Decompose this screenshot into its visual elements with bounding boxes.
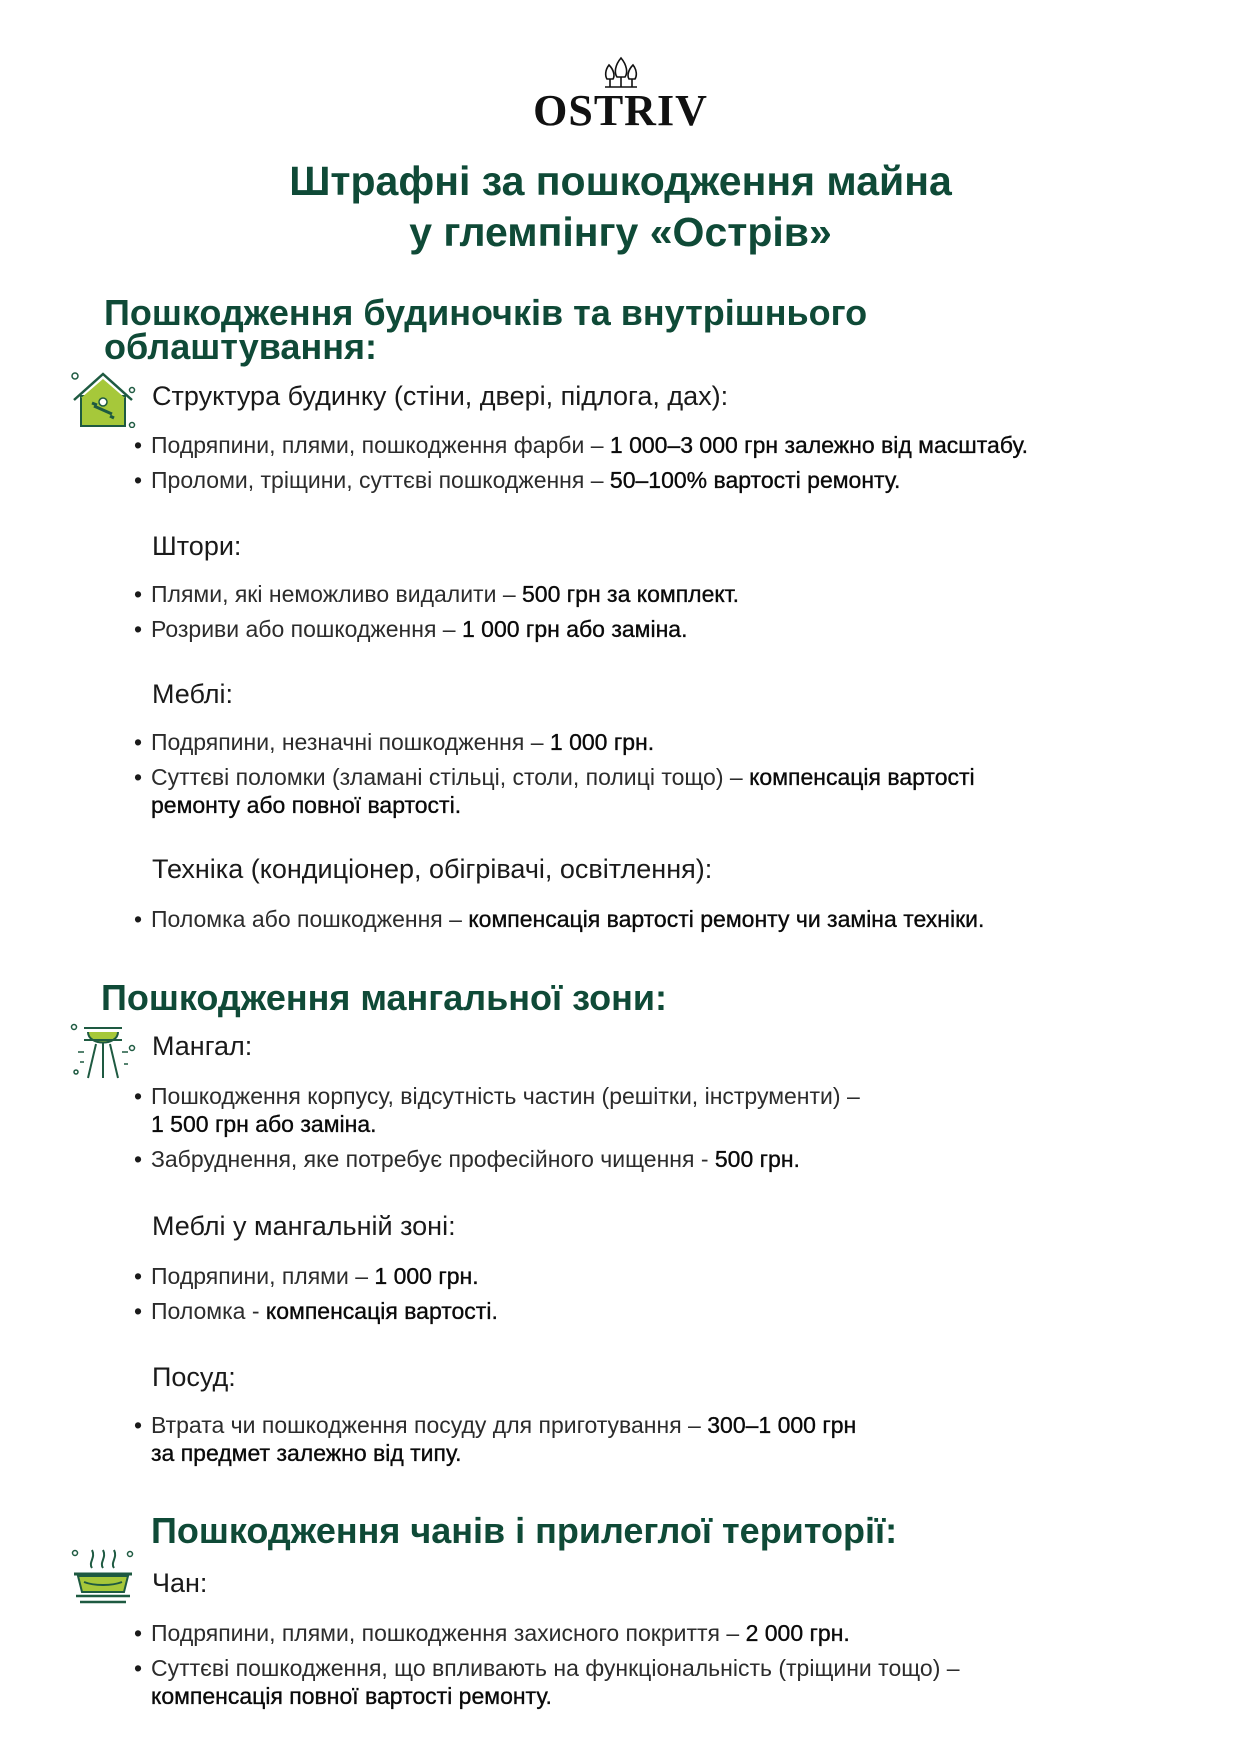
hot-tub-icon [70,1546,136,1608]
item-price: 1 000 грн або заміна. [461,616,688,642]
section-heading-grill [101,977,667,1018]
item-price: 2 000 грн. [745,1620,850,1646]
list-item: • Суттєві пошкодження, що впливають на функціональність (тріщини тощо) – компенсація повної вартості ремонту. [134,1655,960,1709]
item-text: Забруднення, яке потребує професійного чищення - [151,1146,715,1172]
item-price: 1 000 грн. [374,1263,479,1289]
section-heading-line: Пошкодження будиночків та внутрішнього [104,292,868,333]
item-price-continued: за предмет залежно від типу. [151,1440,462,1466]
section-heading-line: Пошкодження чанів і прилеглої території: [151,1510,898,1551]
list-item: • Поломка - компенсація вартості. [134,1298,498,1324]
list-item: • Подряпини, незначні пошкодження – 1 000 грн. [134,729,655,755]
list-item: • Подряпини, плями, пошкодження фарби – 1 000–3 000 грн залежно від масштабу. [134,432,1029,458]
logo [0,55,1241,133]
group-label: Меблі у мангальній зоні: [152,1211,456,1241]
list-item: • Втрата чи пошкодження посуду для приготування – 300–1 000 грн за предмет залежно від типу. [134,1412,857,1466]
group-label: Посуд: [152,1362,236,1392]
item-text: Втрата чи пошкодження посуду для приготування – [151,1412,708,1438]
item-text: Подряпини, плями, пошкодження захисного покриття – [151,1620,746,1646]
item-text: Поломка - [151,1298,266,1324]
group-label: Техніка (кондиціонер, обігрівачі, освітлення): [152,854,713,884]
item-price: компенсація вартості [749,764,975,790]
item-text: Пошкодження корпусу, відсутність частин (решітки, інструменти) – [151,1083,860,1109]
house-repair-icon [70,370,136,428]
title-line-2: у глемпінгу «Острів» [409,209,832,255]
item-text: Поломка або пошкодження – [151,906,469,932]
item-text: Суттєві поломки (зламані стільці, столи, полиці тощо) – [151,764,750,790]
list-item: • Суттєві поломки (зламані стільці, столи, полиці тощо) – компенсація вартості ремонту або повної вартості. [134,764,975,818]
item-price: 300–1 000 грн [707,1412,857,1438]
item-price: 1 500 грн або заміна. [151,1111,377,1137]
item-price-continued: ремонту або повної вартості. [151,792,462,818]
item-price: 1 000 грн. [549,729,655,755]
item-text: Подряпини, незначні пошкодження – [151,729,550,755]
list-item: • Плями, які неможливо видалити – 500 грн за комплект. [134,581,740,607]
item-price: 500 грн. [714,1146,800,1172]
section-heading-line: облаштування: [104,326,377,367]
list-item: • Забруднення, яке потребує професійного чищення - 500 грн. [134,1146,800,1172]
group-label: Мангал: [152,1031,253,1061]
brand-name: OSTRIV [533,86,708,135]
list-item: • Пошкодження корпусу, відсутність частин (решітки, інструменти) – 1 500 грн або заміна. [134,1083,860,1137]
grill-icon [70,1022,136,1080]
section-heading-houses [104,292,868,367]
list-item: • Подряпини, плями – 1 000 грн. [134,1263,479,1289]
item-text: Плями, які неможливо видалити – [151,581,522,607]
list-item: • Проломи, тріщини, суттєві пошкодження – 50–100% вартості ремонту. [134,467,901,493]
item-price: 1 000–3 000 грн залежно від масштабу. [609,432,1029,458]
item-price: 50–100% вартості ремонту. [609,467,901,493]
group-label: Чан: [152,1568,208,1598]
list-item: • Подряпини, плями, пошкодження захисного покриття – 2 000 грн. [134,1620,850,1646]
title-line-1: Штрафні за пошкодження майна [289,158,952,204]
list-item: • Поломка або пошкодження – компенсація вартості ремонту чи заміна техніки. [134,906,985,932]
list-item: • Розриви або пошкодження – 1 000 грн або заміна. [134,616,688,642]
group-label: Структура будинку (стіни, двері, підлога, дах): [152,381,729,411]
item-text: Подряпини, плями, пошкодження фарби – [151,432,610,458]
group-label: Штори: [152,531,242,561]
trees-icon [599,55,643,89]
item-price: 500 грн за комплект. [522,581,740,607]
item-text: Подряпини, плями – [151,1263,375,1289]
section-heading-hot-tubs [151,1510,898,1551]
group-label: Меблі: [152,679,234,709]
page-title [0,156,1241,258]
item-text: Проломи, тріщини, суттєві пошкодження – [151,467,610,493]
item-price: компенсація повної вартості ремонту. [151,1683,552,1709]
item-price: компенсація вартості. [265,1298,498,1324]
item-text: Розриви або пошкодження – [151,616,462,642]
item-price: компенсація вартості ремонту чи заміна техніки. [468,906,985,932]
item-text: Суттєві пошкодження, що впливають на функціональність (тріщини тощо) – [151,1655,960,1681]
section-heading-line: Пошкодження мангальної зони: [101,977,667,1018]
